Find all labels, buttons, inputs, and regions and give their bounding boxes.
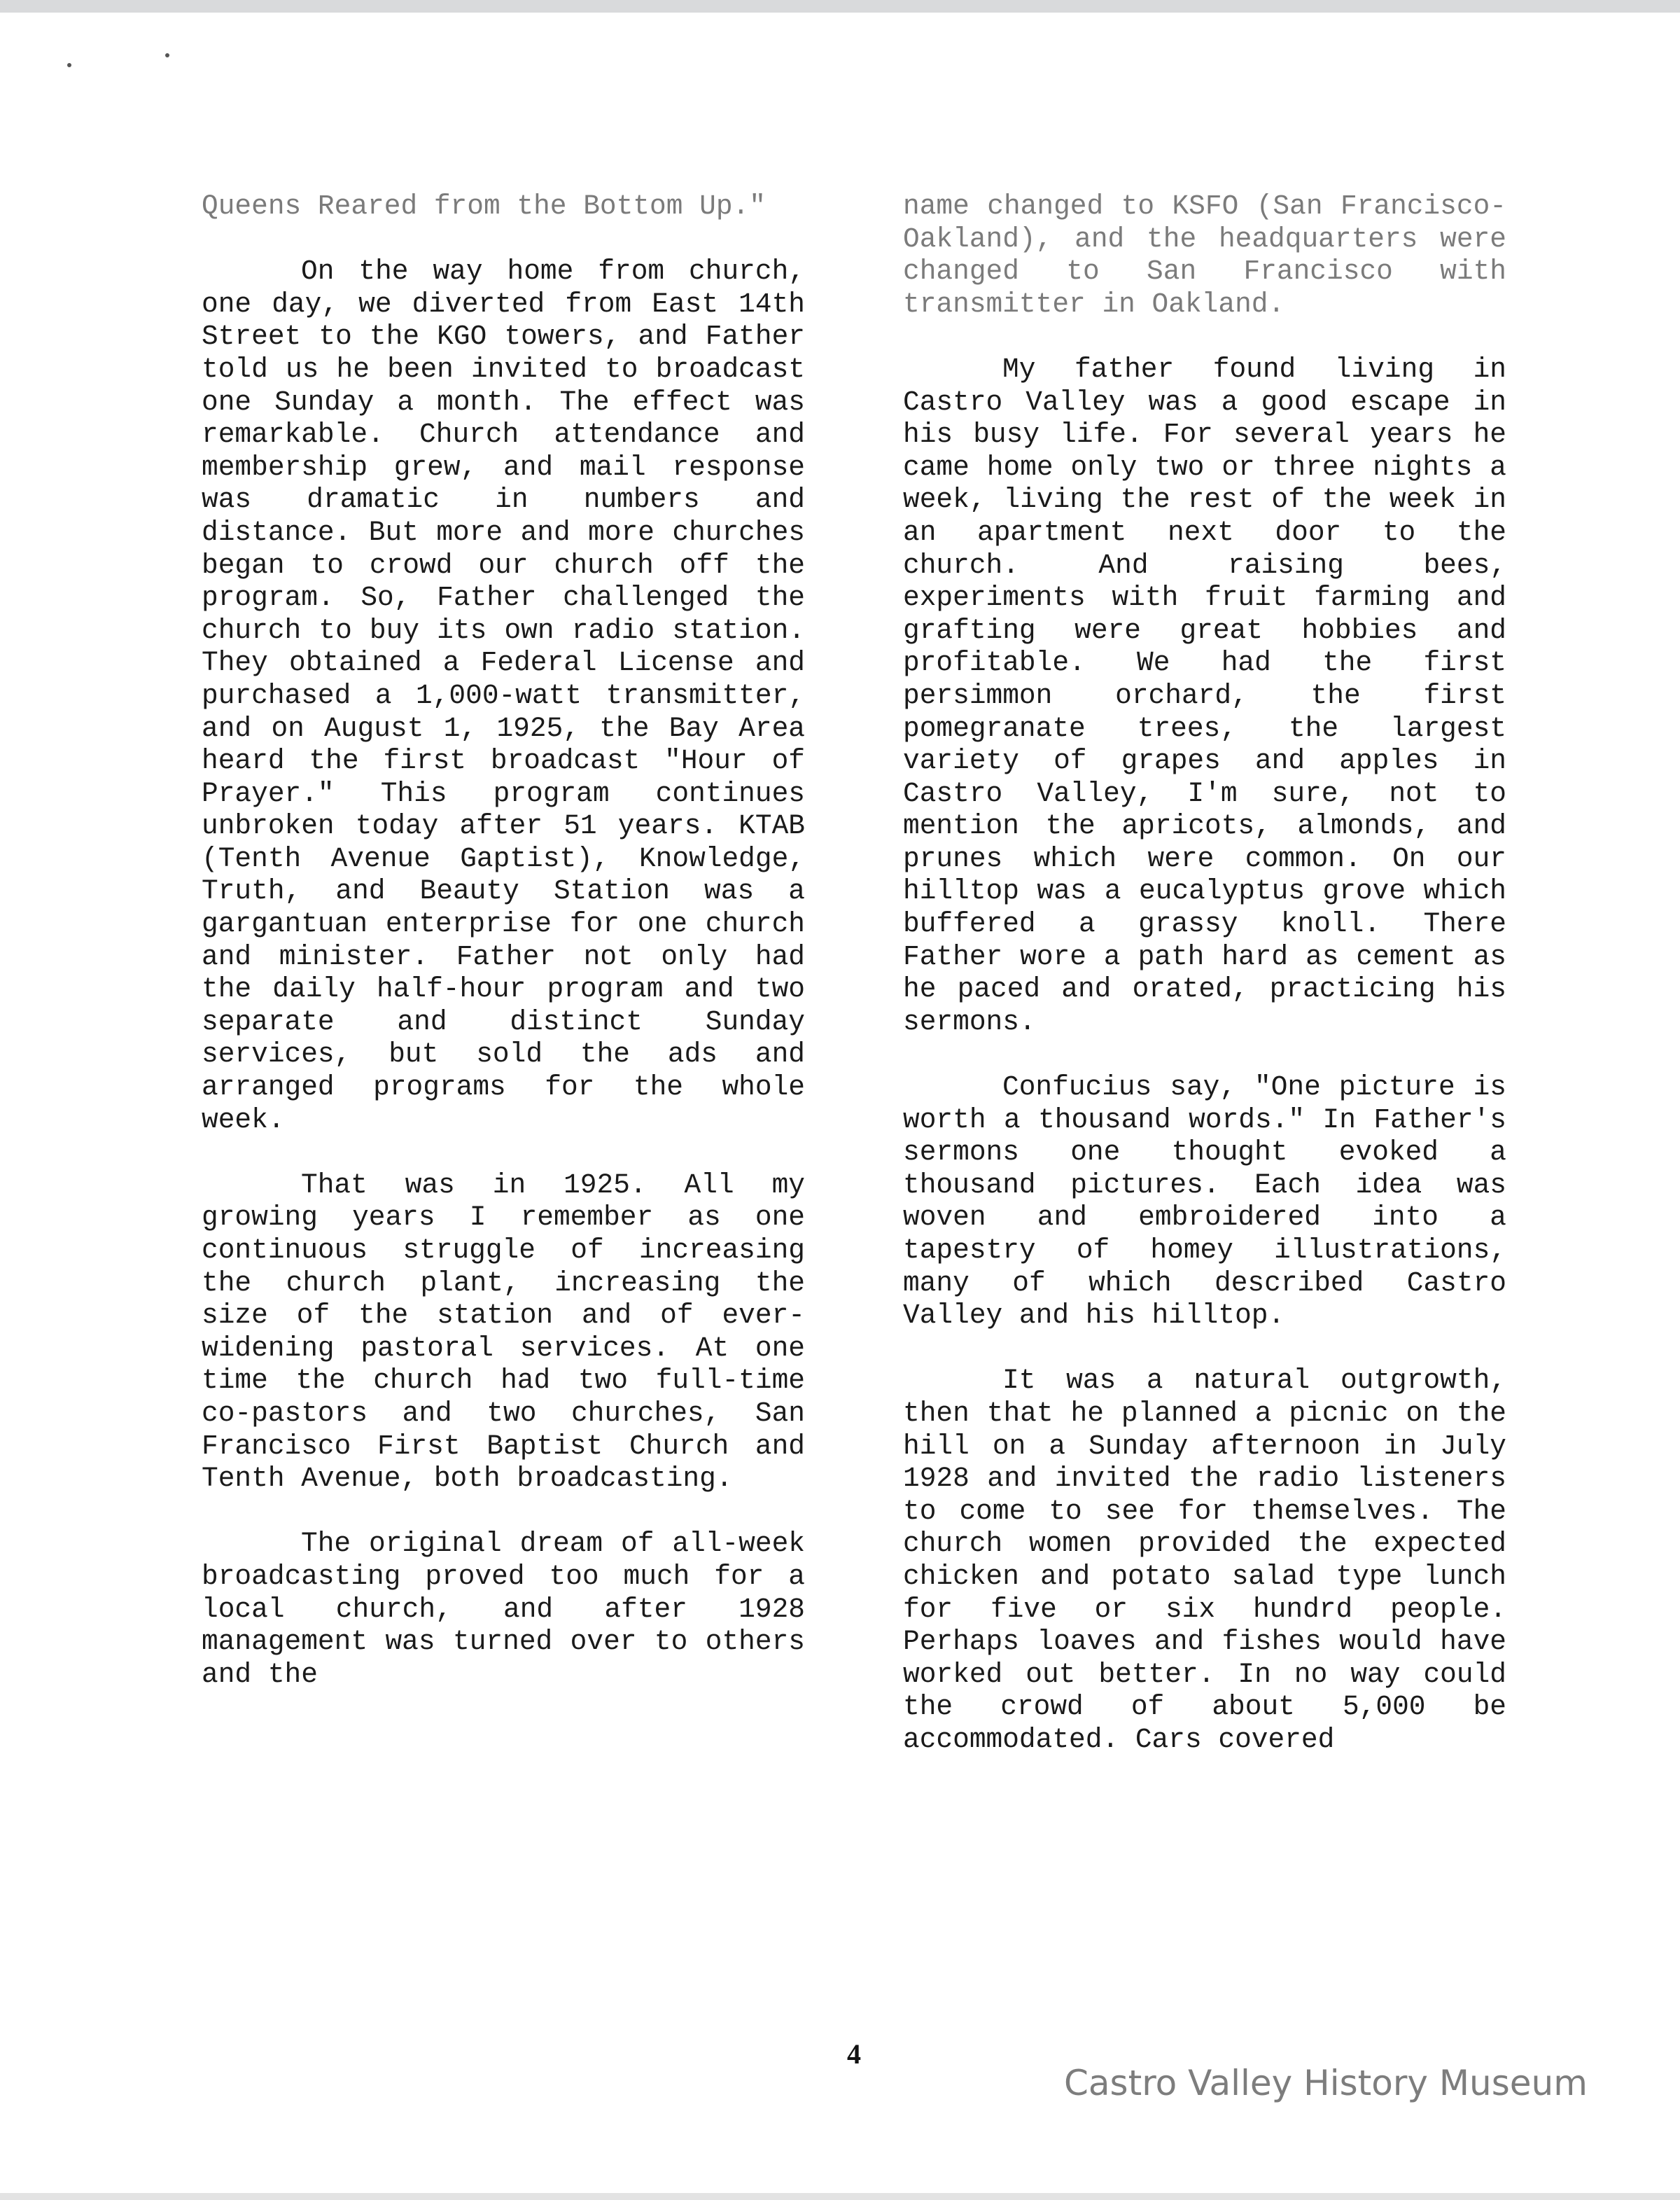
paragraph: It was a natural outgrowth, then that he planned a picnic on the hill on a Sunday afternoon in July 1928 and invited the radio listeners to come to see for themselves. The church women provided the expected chicken and potato salad type lunch for five or six hundrd people. Perhaps loaves and fishes would have worked out better. In no way could the crowd of about 5,000 be accommodated. Cars covered bbox=[903, 1365, 1506, 1755]
scan-speck bbox=[165, 53, 169, 57]
scan-speck bbox=[67, 63, 71, 67]
page-number: 4 bbox=[847, 2038, 861, 2070]
paragraph: Confucius say, "One picture is worth a thousand words." In Father's sermons one thought evoked a thousand pictures. Each idea was woven and embroidered into a tapestry of homey illustrations, many of which described Castro Valley and his hilltop. bbox=[903, 1071, 1506, 1332]
paragraph: On the way home from church, one day, we diverted from East 14th Street to the KGO towers, and Father told us he been invited to broadcast one Sunday a month. The effect was remarkable. Church attendance and membership grew, and mail response was dramatic in numbers and distance. But more and more churches began to crowd our church off the program. So, Father challenged the church to buy its own radio station. They obtained a Federal License and purchased a 1,000-watt transmitter, and on August 1, 1925, the Bay Area heard the first broadcast "Hour of Prayer." This program continues unbroken today after 51 years. KTAB (Tenth Avenue Gaptist), Knowledge, Truth, and Beauty Station was a gargantuan enterprise for one church and minister. Father not only had the daily half-hour program and two separate and distinct Sunday services, but sold the ads and arranged programs for the whole week. bbox=[202, 256, 805, 1136]
scan-top-edge bbox=[0, 0, 1680, 13]
text-column-left bbox=[202, 190, 805, 1724]
paragraph: The original dream of all-week broadcasting proved too much for a local church, and after 1928 management was turned over to others and the bbox=[202, 1528, 805, 1690]
paragraph: name changed to KSFO (San Francisco-Oakland), and the headquarters were changed to San Francisco with transmitter in Oakland. bbox=[903, 190, 1506, 320]
paragraph: Queens Reared from the Bottom Up." bbox=[202, 190, 766, 222]
paragraph: My father found living in Castro Valley was a good escape in his busy life. For several years he came home only two or three nights a week, living the rest of the week in an apartment next door to the church. And raising bees, experiments with fruit farming and grafting were great hobbies and profitable. We had the first persimmon orchard, the first pomegranate trees, the largest variety of grapes and apples in Castro Valley, I'm sure, not to mention the apricots, almonds, and prunes which were common. On our hilltop was a eucalyptus grove which buffered a grassy knoll. There Father wore a path hard as cement as he paced and orated, practicing his sermons. bbox=[903, 353, 1506, 1038]
museum-watermark: Castro Valley History Museum bbox=[1064, 2063, 1588, 2103]
text-column-right bbox=[903, 190, 1506, 1789]
scan-bottom-edge bbox=[0, 2193, 1680, 2200]
paragraph: That was in 1925. All my growing years I remember as one continuous struggle of increasing the church plant, increasing the size of the station and of ever-widening pastoral services. At one time the church had two full-time co-pastors and two churches, San Francisco First Baptist Church and Tenth Avenue, both broadcasting. bbox=[202, 1169, 805, 1495]
